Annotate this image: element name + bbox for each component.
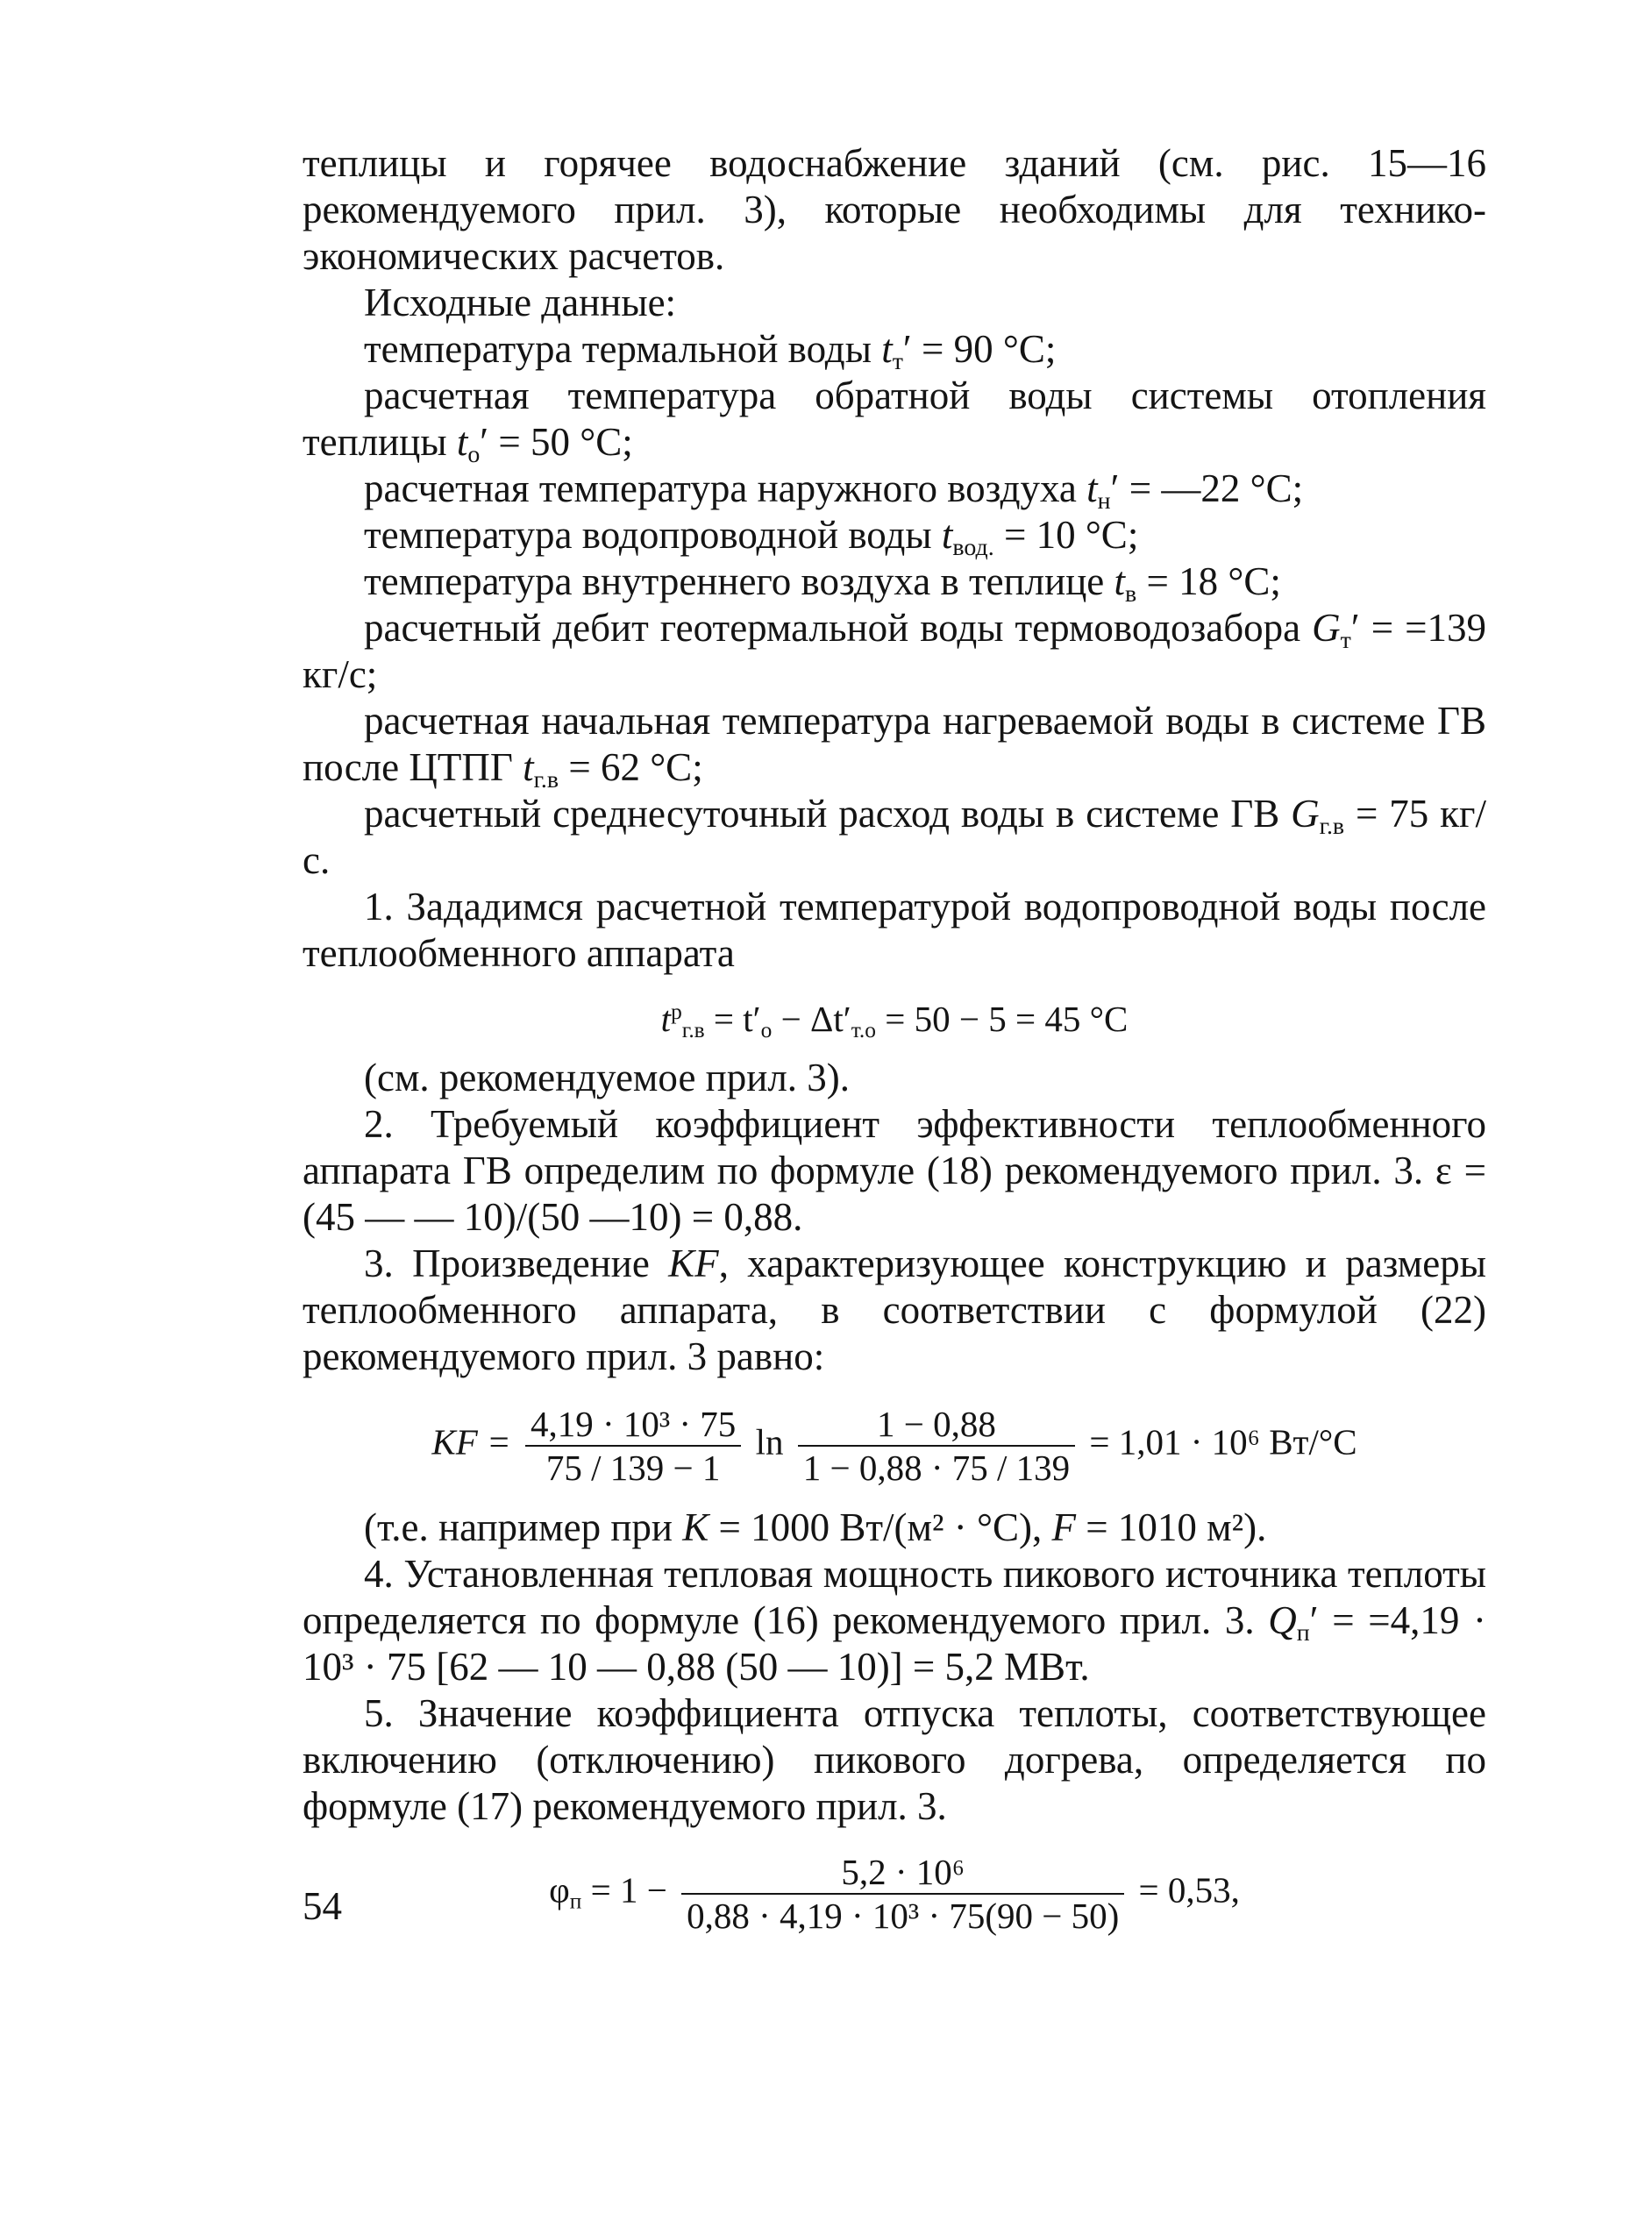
item-value: = 90 °С;	[911, 327, 1057, 371]
formula-lhs: φ	[549, 1869, 570, 1910]
symbol-prime: ′	[902, 327, 912, 371]
symbol-prime: ′	[1110, 466, 1120, 510]
intro-paragraph	[303, 140, 1486, 280]
step-3-example	[303, 1505, 1486, 1551]
formula-superscript: р	[671, 1000, 682, 1025]
ln-operator: ln	[755, 1421, 784, 1462]
fraction-denominator: 0,88 · 4,19 · 10³ · 75(90 − 50)	[687, 1896, 1120, 1936]
item-text: расчетная температура наружного воздуха	[364, 466, 1087, 510]
symbol-subscript: п	[1296, 1619, 1310, 1647]
example-text: = 1000 Вт/(м² · °С),	[709, 1505, 1052, 1549]
item-value: = 50 °С;	[488, 420, 633, 464]
item-value: = —22 °С;	[1119, 466, 1304, 510]
formula-term: − Δt′	[772, 999, 851, 1039]
symbol-F: F	[1051, 1505, 1076, 1549]
data-item-initial-heated-water-temp	[303, 698, 1486, 791]
input-data-heading	[303, 280, 1486, 326]
formula-term: = 1 −	[581, 1869, 677, 1910]
step-text: 5. Значение коэффициента отпуска теплоты, соответствующее включению (отключению) пикового догрева, определяется по формуле (17) рекомендуемого прил. 3.	[303, 1691, 1486, 1828]
page-content	[303, 140, 1486, 1949]
formula-result: = 50 − 5 = 45 °С	[875, 999, 1129, 1039]
formula-water-temp	[303, 996, 1486, 1042]
item-text: расчетная начальная температура нагреваемой воды в системе ГВ после ЦТПГ	[303, 699, 1486, 789]
fraction-numerator: 4,19 · 10³ · 75	[525, 1403, 741, 1447]
heading-text: Исходные данные:	[364, 281, 677, 324]
symbol-G: G	[1291, 792, 1320, 836]
item-value: = 62 °С;	[559, 745, 703, 789]
step-text: 3. Произведение	[364, 1242, 669, 1285]
symbol-subscript: г.в	[1319, 812, 1345, 840]
reference-text: (см. рекомендуемое прил. 3).	[364, 1056, 851, 1099]
step-text: = =4,19 · 10³ · 75 [62 — 10 — 0,88 (50 — 10)] = 5,2 МВт.	[303, 1598, 1486, 1689]
symbol-subscript: т	[892, 347, 903, 375]
step-1-paragraph	[303, 884, 1486, 977]
data-item-geothermal-flow	[303, 605, 1486, 698]
symbol-subscript: т	[1340, 626, 1351, 654]
symbol-t: t	[660, 999, 672, 1039]
step-2-paragraph	[303, 1101, 1486, 1241]
data-item-daily-water-flow	[303, 791, 1486, 884]
formula-subscript: т.о	[851, 1018, 876, 1043]
item-text: температура внутреннего воздуха в теплице	[364, 559, 1114, 603]
step-5-paragraph	[303, 1690, 1486, 1830]
step-3-paragraph	[303, 1241, 1486, 1380]
data-item-return-water-temp	[303, 373, 1486, 466]
page-number: 54	[303, 1884, 342, 1928]
data-item-outdoor-air-temp	[303, 466, 1486, 515]
data-item-indoor-air-temp	[303, 559, 1486, 608]
item-value: = 18 °С;	[1136, 559, 1281, 603]
symbol-KF: KF	[668, 1242, 719, 1285]
symbol-subscript: в	[1125, 580, 1137, 608]
step-1-reference	[303, 1055, 1486, 1101]
data-item-tap-water-temp	[303, 512, 1486, 559]
step-text: 2. Требуемый коэффициент эффективности теплообменного аппарата ГВ определим по формуле (18) рекомендуемого прил. 3. ε = (45 — — 10)/(50 —10) = 0,88.	[303, 1102, 1486, 1239]
item-text: температура водопроводной воды	[364, 513, 942, 557]
fraction-numerator: 5,2 · 10⁶	[681, 1851, 1124, 1895]
step-text: , характеризующее конструкцию и размеры теплообменного аппарата, в соответствии с формулой (22) рекомендуемого прил. 3 равно:	[303, 1242, 1486, 1378]
item-value: = 75 кг/с.	[303, 792, 1486, 882]
data-item-thermal-water-temp	[303, 326, 1486, 373]
fraction-numerator: 1 − 0,88	[798, 1403, 1075, 1447]
fraction-denominator: 1 − 0,88 · 75 / 139	[802, 1448, 1071, 1488]
formula-phi	[303, 1851, 1486, 1937]
symbol-Q: Q	[1268, 1598, 1297, 1642]
symbol-prime: ′	[1350, 606, 1360, 650]
symbol-t: t	[1114, 559, 1126, 603]
fraction-denominator: 75 / 139 − 1	[545, 1448, 721, 1488]
symbol-t: t	[1086, 466, 1098, 510]
item-text: температура термальной воды	[364, 327, 882, 371]
symbol-subscript: вод.	[952, 533, 994, 561]
item-text: расчетный среднесуточный расход воды в системе ГВ	[364, 792, 1292, 836]
symbol-prime: ′	[480, 420, 489, 464]
formula-kf	[303, 1403, 1486, 1489]
fraction-2	[798, 1403, 1075, 1489]
item-text: расчетный дебит геотермальной воды термоводозабора	[364, 606, 1313, 650]
item-value: = =139 кг/с;	[303, 606, 1486, 696]
symbol-subscript: н	[1097, 487, 1111, 515]
fraction-phi	[681, 1851, 1124, 1937]
symbol-subscript: о	[467, 440, 481, 468]
formula-subscript: п	[569, 1889, 582, 1914]
step-text: 1. Зададимся расчетной температурой водопроводной воды после теплообменного аппарата	[303, 885, 1486, 975]
symbol-t: t	[456, 420, 468, 464]
step-text: 4. Установленная тепловая мощность пикового источника теплоты определяется по формуле (16) рекомендуемого прил. 3.	[303, 1552, 1486, 1642]
formula-subscript: о	[760, 1018, 773, 1043]
formula-subscript: г.в	[681, 1018, 705, 1043]
symbol-t: t	[523, 745, 534, 789]
formula-result: = 1,01 · 10⁶ Вт/°С	[1089, 1421, 1357, 1462]
fraction-1	[525, 1403, 741, 1489]
symbol-t: t	[941, 513, 953, 557]
item-text: расчетная температура обратной воды системы отопления теплицы	[303, 374, 1486, 464]
item-value: = 10 °С;	[993, 513, 1139, 557]
symbol-G: G	[1312, 606, 1341, 650]
symbol-t: t	[881, 327, 893, 371]
formula-lhs: KF =	[431, 1421, 520, 1462]
formula-term: = t′	[704, 999, 761, 1039]
formula-result: = 0,53,	[1138, 1869, 1240, 1910]
intro-text: теплицы и горячее водоснабжение зданий (см. рис. 15—16 рекомендуемого прил. 3), которые необходимы для технико-экономических расчетов.	[303, 141, 1486, 278]
symbol-K: K	[682, 1505, 709, 1549]
step-4-paragraph	[303, 1551, 1486, 1690]
symbol-subscript: г.в	[533, 765, 559, 793]
symbol-prime: ′	[1309, 1598, 1319, 1642]
example-text: = 1010 м²).	[1076, 1505, 1267, 1549]
example-text: (т.е. например при	[364, 1505, 683, 1549]
